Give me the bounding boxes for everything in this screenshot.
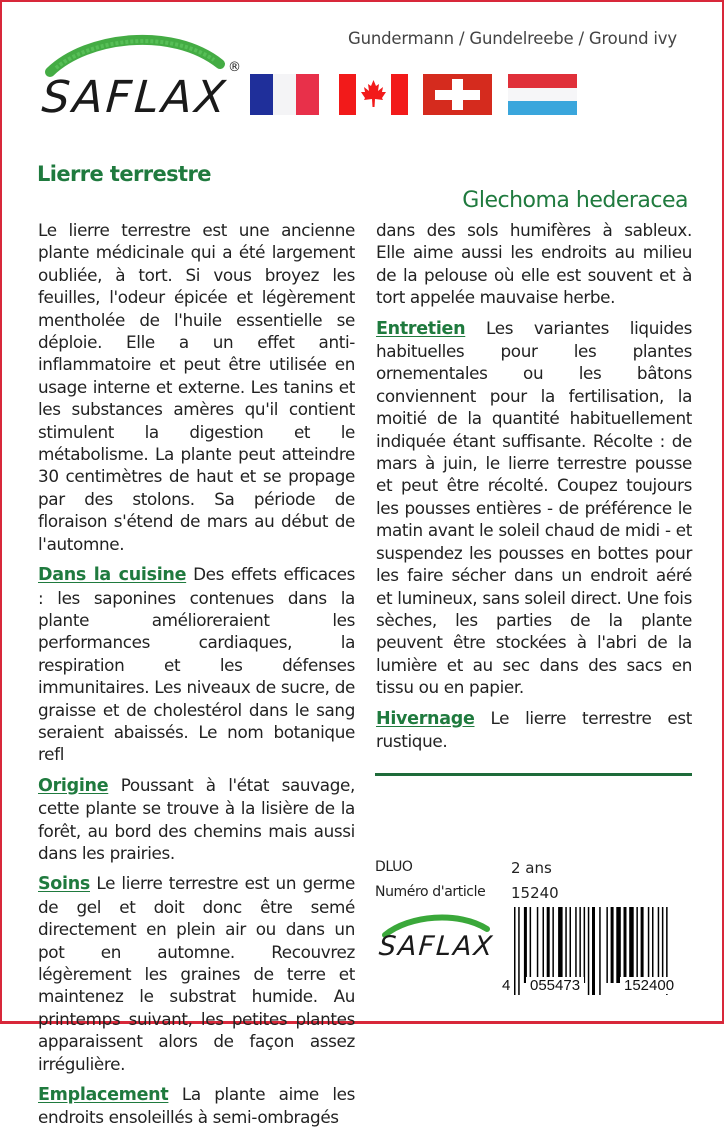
dluo-label: DLUO: [375, 859, 413, 875]
right-column: [376, 219, 692, 760]
canada-flag-icon: [339, 74, 408, 115]
barcode-bar: [652, 907, 654, 983]
france-flag-icon: [250, 74, 319, 115]
saflax-logo-small: [379, 909, 499, 969]
brand-name-small: SAFLAX: [377, 931, 496, 962]
barcode: [502, 907, 702, 1002]
barcode-bar: [616, 907, 621, 983]
section-heading: Origine: [38, 775, 109, 796]
dluo-value: 2 ans: [511, 859, 552, 877]
section-hivernage: [376, 707, 692, 753]
common-names: Gundermann / Gundelreebe / Ground ivy: [348, 29, 677, 48]
barcode-bar: [629, 907, 634, 983]
switzerland-flag-icon: [423, 74, 492, 115]
barcode-right-group: 152400: [620, 977, 678, 994]
barcode-bar: [570, 907, 572, 983]
barcode-bar: [592, 907, 595, 995]
section-heading: Emplacement: [38, 1085, 169, 1106]
section-emplacement: [38, 1083, 355, 1129]
luxembourg-flag-icon: [508, 74, 577, 115]
intro-paragraph: Le lierre terrestre est une ancienne plante médicinale qui a été largement oubliée, à tort. Si vous broyez les feuilles, l'odeur épicée et légèrement mentholée de l'huile essentielle se déploie. Elle a un effet anti-inflammatoire et peut être utilisée en usage interne et externe. Les tanins et les substances amères qu'il contient stimulent la digestion et le métabolisme. La plante peut atteindre 30 centimètres de haut et se propage par des stolons. Sa période de floraison s'étend de mars au début de l'automne.: [38, 220, 355, 554]
barcode-bar: [579, 907, 581, 983]
section-heading: Hivernage: [376, 708, 475, 729]
barcode-bar: [641, 907, 644, 983]
section-text: Les variantes liquides habituelles pour les plantes ornementales ou les bâtons conviennent pour la fertilisation, la moitié de la quantité habituellement indiquée étant suffisante. Récolte : de mars à juin, le lierre terrestre pousse et peut être récolté. Coupez toujours les pousses entières - de préférence le matin avant le soleil chaud de midi - et suspendez les pousses en bottes pour les faire sécher dans un endroit aéré et lumineux, sans soleil direct. Une fois sèches, les parties de la plante peuvent être stockées à l'abri de la lumière et au sec dans des sacs en tissu ou en papier.: [376, 317, 692, 698]
barcode-bar: [658, 907, 660, 983]
barcode-bar: [547, 907, 550, 983]
section-heading: Entretien: [376, 318, 466, 339]
section-cuisine: [38, 563, 355, 766]
divider-line: [375, 773, 692, 776]
barcode-bar: [588, 907, 590, 995]
latin-name: Glechoma hederacea: [462, 188, 688, 213]
barcode-bar: [524, 907, 527, 983]
barcode-left-group: 055473: [526, 977, 584, 994]
section-text: Le lierre terrestre est rustique.: [376, 707, 692, 751]
barcode-bar: [599, 907, 601, 995]
barcode-bar: [514, 907, 516, 995]
section-origine: [38, 774, 355, 865]
section-entretien: [376, 317, 692, 699]
article-value: 15240: [511, 884, 559, 902]
barcode-bar: [648, 907, 650, 983]
article-label: Numéro d'article: [375, 884, 486, 900]
barcode-bar: [575, 907, 577, 983]
barcode-bar: [552, 907, 554, 983]
barcode-bar: [636, 907, 638, 983]
barcode-bar: [543, 907, 545, 983]
brand-name: SAFLAX: [40, 72, 230, 123]
barcode-bar: [537, 907, 539, 983]
barcode-bar: [530, 907, 532, 983]
leaf-arc-icon: [42, 28, 252, 78]
barcode-bar: [624, 907, 627, 983]
section-text: Des effets efficaces : les saponines contenues dans la plante amélioreraient les performances cardiaques, la respiration et les défenses immunitaires. Les niveaux de sucre, de graisse et de cholestérol dans le sang seraient abaissés. Le nom botanique refl: [38, 564, 355, 765]
barcode-bar: [606, 907, 608, 983]
section-heading: Soins: [38, 874, 90, 895]
section-text: Le lierre terrestre est un germe de gel et doit donc être semé directement en plein air ou dans un pot en automne. Recouvrez légèrement les graines de terre et maintenez le substrat humide. Au printemps suivant, les petites plantes apparaissent alors de façon assez irrégulière.: [38, 873, 355, 1074]
barcode-bar: [611, 907, 614, 983]
barcode-bar: [518, 907, 520, 995]
barcode-bar: [558, 907, 563, 983]
barcode-bar: [584, 907, 586, 983]
barcode-bar: [565, 907, 567, 983]
section-soins: [38, 872, 355, 1075]
section-heading: Dans la cuisine: [38, 565, 187, 586]
page-title: Lierre terrestre: [37, 162, 211, 186]
continuation-paragraph: dans des sols humifères à sableux. Elle aime aussi les endroits au milieu de la pelouse où elle est souvent et à tort appelée mauvaise herbe.: [376, 220, 692, 308]
section-text: Poussant à l'état sauvage, cette plante se trouve à la lisière de la forêt, au bord des chemins mais aussi dans les prairies.: [38, 774, 355, 863]
barcode-bar: [662, 907, 664, 983]
saflax-logo: [42, 28, 252, 124]
barcode-first-digit: 4: [502, 977, 511, 994]
left-column: [38, 219, 355, 1137]
section-text: La plante aime les endroits ensoleillés à semi-ombragés: [38, 1084, 355, 1128]
registered-mark: ®: [228, 60, 241, 75]
